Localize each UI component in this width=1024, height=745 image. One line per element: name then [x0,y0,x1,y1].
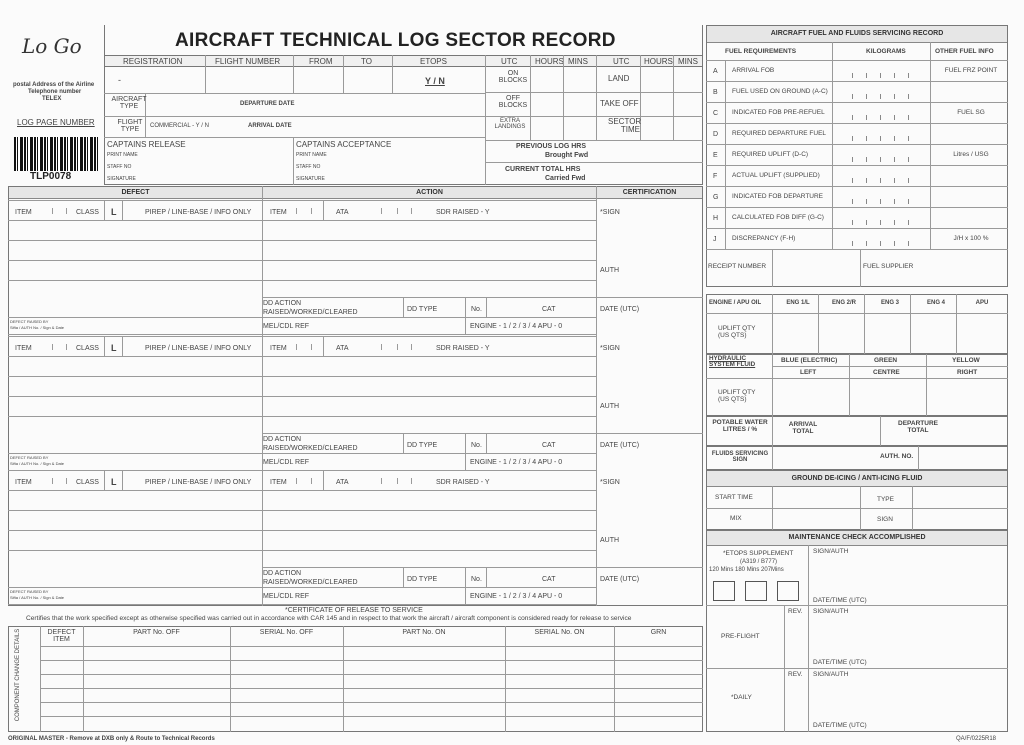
address-line-1: postal Address of the Airline [13,82,95,88]
cert-1-sign: *SIGN [600,209,620,216]
fuel-row-4-label: REQUIRED UPLIFT (D-C) [732,151,809,158]
off-blocks-label: OFF BLOCKS [498,95,528,109]
comp-col-2: SERIAL No. OFF [259,629,314,636]
deicing-sign: SIGN [877,516,893,523]
maintenance-title: MAINTENANCE CHECK ACCOMPLISHED [707,531,1007,546]
hours-label-2: HOURS [644,57,673,66]
action-2-dd-action: DD ACTION [263,436,302,443]
action-3-sdr[interactable]: SDR RAISED - Y [436,479,490,486]
oil-col-0: ENG 1/L [786,300,810,306]
barcode [14,137,98,171]
hyd-green: GREEN [874,357,898,364]
fuel-row-8-info: J/H x 100 % [953,235,989,242]
defect-3-item: ITEM [15,479,32,486]
hyd-uplift: UPLIFT QTY (US QTS) [718,389,756,403]
cert-3-sign: *SIGN [600,479,620,486]
defect-2-raised-by-2: Sifta / AUTH No. / Sign & Date [10,461,65,466]
defect-3-raised-by-2: Sifta / AUTH No. / Sign & Date [10,595,65,600]
action-3-dd-type: DD TYPE [407,576,438,583]
preflight-rev: REV. [788,608,803,615]
action-1-item: ITEM [270,209,287,216]
action-1-ata: ATA [336,209,349,216]
release-signature: SIGNATURE [107,176,136,182]
fuel-row-8-label: DISCREPANCY (F-H) [732,235,796,242]
action-3-no: No. [471,576,482,583]
address-line-2: Telephone number [28,89,82,95]
action-1-dd-type: DD TYPE [407,306,438,313]
etops-date-time: DATE/TIME (UTC) [813,597,867,604]
defect-1-class: CLASS [76,209,99,216]
certificate-title: *CERTIFICATE OF RELEASE TO SERVICE [285,607,423,614]
fuel-row-0-info: FUEL FRZ POINT [944,67,998,74]
daily-date-time: DATE/TIME (UTC) [813,722,867,729]
preflight-label: PRE-FLIGHT [721,633,760,640]
deicing-type: TYPE [877,496,894,503]
release-print-name: PRINT NAME [107,152,138,158]
oil-col-4: APU [975,300,989,306]
action-2-dd-type: DD TYPE [407,442,438,449]
defect-3-raised-by: DEFECT RAISED BY [10,589,49,594]
preflight-date-time: DATE/TIME (UTC) [813,659,867,666]
action-1-no: No. [471,306,482,313]
fuel-row-7-label: CALCULATED FOB DIFF (G-C) [732,214,824,221]
fuel-row-3-letter: D [713,131,719,138]
other-fuel-col: OTHER FUEL INFO [935,48,994,55]
defect-header: DEFECT [9,187,262,199]
oil-col-3: ENG 4 [926,300,945,306]
defect-3-class: CLASS [76,479,99,486]
deicing-title: GROUND DE-ICING / ANTI-ICING FLUID [707,471,1007,487]
fuel-row-2-info: FUEL SG [957,109,985,116]
departure-date-label: DEPARTURE DATE [240,101,295,107]
daily-sign-auth: SIGN/AUTH [813,671,849,678]
footer-left: ORIGINAL MASTER - Remove at DXB only & Route to Technical Records [8,736,215,742]
water-arrival: ARRIVAL TOTAL [788,421,818,435]
action-2-ata: ATA [336,345,349,352]
action-3-rwc[interactable]: RAISED/WORKED/CLEARED [263,579,358,586]
footer-right: QA/F/0225R18 [956,736,997,742]
flight-number-label: FLIGHT NUMBER [215,57,281,66]
registration-dash: - [118,75,121,85]
defect-1-class-l: L [111,207,117,217]
etops-supplement: *ETOPS SUPPLEMENT [723,550,794,557]
action-2-rwc[interactable]: RAISED/WORKED/CLEARED [263,445,358,452]
acceptance-print-name: PRINT NAME [296,152,327,158]
page-title: AIRCRAFT TECHNICAL LOG SECTOR RECORD [175,30,616,51]
acceptance-signature: SIGNATURE [296,176,325,182]
action-1-engine[interactable]: ENGINE - 1 / 2 / 3 / 4 APU - 0 [470,323,563,330]
acceptance-staff-no: STAFF NO [296,164,321,170]
defect-2-pirep[interactable]: PIREP / LINE-BASE / INFO ONLY [145,345,252,352]
preflight-sign-auth: SIGN/AUTH [813,608,849,615]
etops-aircraft: (A319 / B777) [740,559,778,565]
action-1-rwc[interactable]: RAISED/WORKED/CLEARED [263,309,358,316]
deicing-start: START TIME [715,494,753,501]
fuel-row-6-label: INDICATED FOB DEPARTURE [732,193,824,200]
cert-2-sign: *SIGN [600,345,620,352]
utc-label-1: UTC [501,57,518,66]
auth-no: AUTH. NO. [880,453,914,460]
action-3-item: ITEM [270,479,287,486]
previous-log-hrs: PREVIOUS LOG HRS [516,143,587,150]
aircraft-type-label: AIRCRAFT TYPE [111,96,147,110]
comp-col-1: PART No. OFF [133,629,180,636]
action-2-no: No. [471,442,482,449]
comp-col-4: SERIAL No. ON [534,629,585,636]
fuel-req-col: FUEL REQUIREMENTS [725,48,797,55]
fuel-row-2-label: INDICATED FOB PRE-REFUEL [732,109,825,116]
etops-mins: 120 Mins 180 Mins 207Mins [709,567,784,573]
hyd-centre: CENTRE [873,369,900,376]
sector-time-label: SECTOR TIME [608,117,642,134]
fuel-row-3-label: REQUIRED DEPARTURE FUEL [732,130,827,137]
action-2-item: ITEM [270,345,287,352]
arrival-date-label: ARRIVAL DATE [248,123,292,129]
log-page-label: LOG PAGE NUMBER [17,118,95,127]
extra-landings-label: EXTRA LANDINGS [494,118,526,130]
defect-1-raised-by: DEFECT RAISED BY [10,319,49,324]
action-1-sdr[interactable]: SDR RAISED - Y [436,209,490,216]
hyd-yellow: YELLOW [952,357,980,364]
registration-label: REGISTRATION [123,57,183,66]
captains-release-label: CAPTAINS RELEASE [107,140,186,149]
fuel-row-5-letter: F [713,173,718,180]
water-label: POTABLE WATER LITRES / % [712,419,768,433]
defect-2-raised-by: DEFECT RAISED BY [10,455,49,460]
oil-col-2: ENG 3 [880,300,899,306]
action-3-dd-action: DD ACTION [263,570,302,577]
defect-2-class: CLASS [76,345,99,352]
receipt-number: RECEIPT NUMBER [708,263,767,270]
cert-2-date: DATE (UTC) [600,442,640,449]
fuel-row-8-letter: J [713,236,717,243]
fuel-row-5-label: ACTUAL UPLIFT (SUPPLIED) [732,172,820,179]
hyd-left: LEFT [800,369,817,376]
action-1-mel: MEL/CDL REF [263,323,310,330]
hyd-right: RIGHT [957,369,978,376]
kilograms-col: KILOGRAMS [866,48,906,55]
deicing-mix: MIX [730,515,742,522]
fuel-row-4-letter: E [713,152,718,159]
water-departure: DEPARTURE TOTAL [898,420,938,434]
hyd-blue: BLUE (ELECTRIC) [781,357,838,364]
action-2-mel: MEL/CDL REF [263,459,310,466]
action-1-cat: CAT [542,306,556,313]
captains-acceptance-label: CAPTAINS ACCEPTANCE [296,140,392,149]
commercial-yn[interactable]: COMMERCIAL - Y / N [150,123,209,129]
defect-1-pirep[interactable]: PIREP / LINE-BASE / INFO ONLY [145,209,252,216]
address-line-3: TELEX [42,96,62,102]
action-header: ACTION [263,187,596,199]
action-2-cat: CAT [542,442,556,449]
etops-sign-auth: SIGN/AUTH [813,548,849,555]
fuel-supplier: FUEL SUPPLIER [863,263,914,270]
defect-1-item: ITEM [15,209,32,216]
on-blocks-label: ON BLOCKS [498,70,528,84]
fuel-row-0-label: ARRIVAL FOB [732,67,775,74]
flight-type-label: FLIGHT TYPE [117,119,143,133]
cert-2-auth: AUTH [600,403,620,410]
etops-yes-no[interactable]: Y / N [425,76,445,86]
component-change-side-label: COMPONENT CHANGE DETAILS [15,628,22,722]
fuel-row-7-letter: H [713,215,719,222]
mins-label-1: MINS [568,57,588,66]
defect-1-raised-by-2: Sifta / AUTH No. / Sign & Date [10,325,65,330]
action-2-engine[interactable]: ENGINE - 1 / 2 / 3 / 4 APU - 0 [470,459,563,466]
release-staff-no: STAFF NO [107,164,132,170]
from-label: FROM [309,57,333,66]
defect-3-class-l: L [111,477,117,487]
defect-3-pirep[interactable]: PIREP / LINE-BASE / INFO ONLY [145,479,252,486]
certificate-text: Certifies that the work specified except as otherwise specified was carried out in accordance with CAR 145 and in respect to that work the aircraft / aircraft component is considered ready for release to service [26,615,632,622]
fuel-row-6-letter: G [713,194,719,201]
action-3-ata: ATA [336,479,349,486]
etops-check-180[interactable] [745,581,767,601]
action-3-engine[interactable]: ENGINE - 1 / 2 / 3 / 4 APU - 0 [470,593,563,600]
fuel-title: AIRCRAFT FUEL AND FLUIDS SERVICING RECORD [707,26,1007,43]
carried-fwd: Carried Fwd [545,175,586,182]
comp-col-5: GRN [650,629,667,636]
daily-rev: REV. [788,671,803,678]
cert-3-auth: AUTH [600,537,620,544]
action-2-sdr[interactable]: SDR RAISED - Y [436,345,490,352]
utc-label-2: UTC [613,57,630,66]
etops-check-120[interactable] [713,581,735,601]
oil-label: ENGINE / APU OIL [709,300,762,306]
fluids-sign: FLUIDS SERVICING SIGN [711,451,769,463]
action-3-mel: MEL/CDL REF [263,593,310,600]
comp-col-3: PART No. ON [402,629,446,636]
cert-3-date: DATE (UTC) [600,576,640,583]
to-label: TO [361,57,372,66]
action-3-cat: CAT [542,576,556,583]
mins-label-2: MINS [678,57,698,66]
oil-uplift: UPLIFT QTY (US QTS) [718,325,756,339]
etops-check-207[interactable] [777,581,799,601]
action-1-dd-action: DD ACTION [263,300,302,307]
brought-fwd: Brought Fwd [545,152,589,159]
fuel-row-4-info: Litres / USG [953,151,989,158]
cert-1-date: DATE (UTC) [600,306,640,313]
land-label: LAND [608,74,630,83]
fuel-row-1-letter: B [713,89,718,96]
defect-2-item: ITEM [15,345,32,352]
fuel-row-0-letter: A [713,68,718,75]
take-off-label: TAKE OFF [600,99,639,108]
airline-logo: Lo Go [22,34,82,58]
oil-col-1: ENG 2/R [831,300,856,306]
defect-2-class-l: L [111,343,117,353]
certification-header: CERTIFICATION [597,187,702,199]
cert-1-auth: AUTH [600,267,620,274]
fuel-row-1-label: FUEL USED ON GROUND (A-C) [732,88,828,95]
daily-label: *DAILY [731,694,752,701]
hydraulic-label: HYDRAULIC SYSTEM FLUID [709,355,756,369]
etops-label: ETOPS [420,57,447,66]
barcode-number: TLP0078 [30,171,72,182]
hours-label-1: HOURS [535,57,564,66]
comp-col-0: DEFECT ITEM [47,629,76,643]
fuel-row-2-letter: C [713,110,719,117]
current-total-hrs: CURRENT TOTAL HRS [505,166,581,173]
